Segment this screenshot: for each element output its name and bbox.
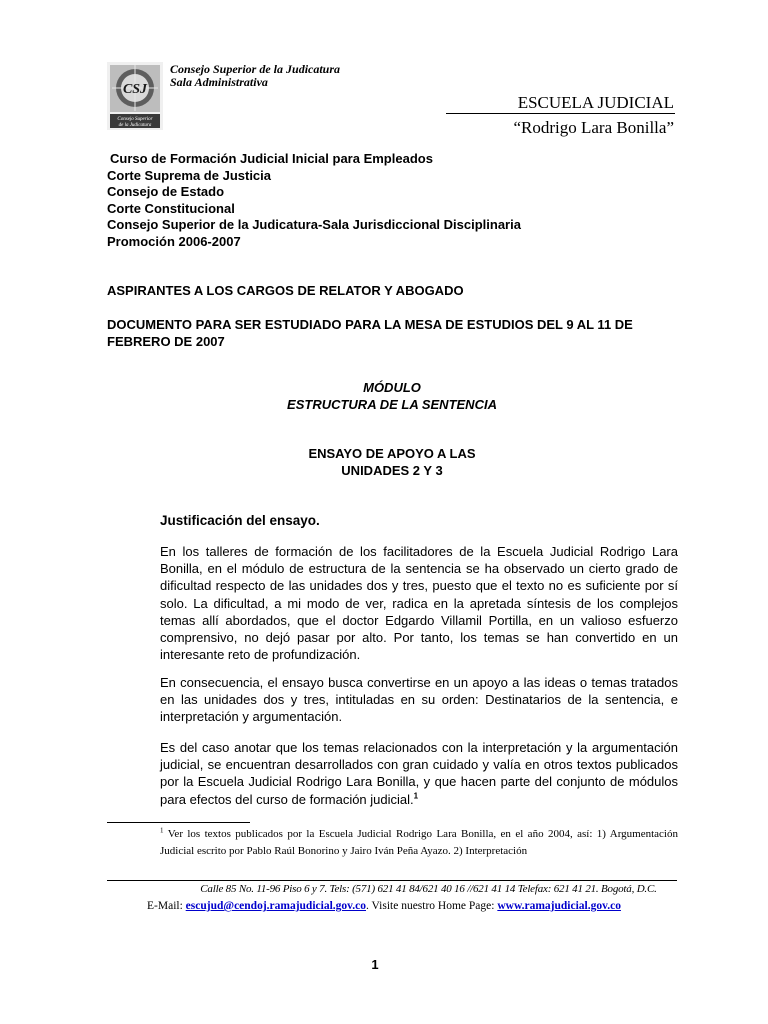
page-number: 1 [371,957,379,972]
section-heading: Justificación del ensayo. [160,513,320,528]
org-line-2: Sala Administrativa [170,75,268,89]
course-line: Curso de Formación Judicial Inicial para Empleados [110,151,433,166]
csj-logo-graphic [107,62,163,130]
module-line-2: ESTRUCTURA DE LA SENTENCIA [287,396,497,412]
document-heading: DOCUMENTO PARA SER ESTUDIADO PARA LA MESA DE ESTUDIOS DEL 9 AL 11 DE FEBRERO DE 2007 [107,317,633,349]
email-label: E-Mail: [147,900,186,912]
footer-address: Calle 85 No. 11-96 Piso 6 y 7. Tels: (571) 621 41 84/621 40 16 //621 41 14 Telefax: 621 41 21. Bogotá, D.C. [200,883,657,895]
body-paragraph [160,739,678,808]
body-paragraph: En consecuencia, el ensayo busca convertirse en un apoyo a las ideas o temas tratados en las unidades dos y tres, intituladas en su orden: Destinatarios de la sentencia, e interpretación y argumentación. [160,675,678,725]
organization-name [170,63,340,89]
logo-caption-2: de la Judicatura [118,123,152,128]
website-link[interactable]: www.ramajudicial.gov.co [497,900,621,912]
email-link[interactable]: escujud@cendoj.ramajudicial.gov.co [185,900,366,912]
footnote-text: Ver los textos publicados por la Escuela Judicial Rodrigo Lara Bonilla, en el año 2004, así: 1) Argumentación Judicial escrito por Pablo Raúl Bonorino y Jairo Iván Peña Ayazo. 2) Interpretación [160,828,678,857]
csj-logo [107,62,163,130]
module-line-1: MÓDULO [363,380,421,395]
org-line-1: Consejo Superior de la Judicatura [170,62,341,76]
header-divider [446,113,675,114]
course-line: Corte Constitucional [107,200,235,216]
home-page-label: . Visite nuestro Home Page: [366,900,498,912]
paragraph-text: Es del caso anotar que los temas relacionados con la interpretación y la argumentación judicial, se encuentran desarrollados con gran cuidado y valía en otros textos publicados por la Escuela Judicial Rodrigo Lara Bonilla, y que hacen parte del conjunto de módulos para efectos del curso de formación judicial. [160,740,678,807]
essay-title [107,446,677,479]
logo-caption-1: Consejo Superior [117,117,153,122]
course-block [107,151,521,250]
footnote-number: 1 [160,826,164,835]
footnote-divider [107,822,250,823]
logo-initials: CSJ [122,82,148,97]
footer-divider [107,880,677,881]
essay-line-1: ENSAYO DE APOYO A LAS [308,446,476,461]
course-line: Consejo Superior de la Judicatura-Sala Jurisdiccional Disciplinaria [107,217,521,232]
course-line: Corte Suprema de Justicia [107,167,271,183]
module-title [107,380,677,413]
essay-line-2: UNIDADES 2 Y 3 [341,462,443,478]
course-line: Consejo de Estado [107,184,225,199]
footnote [160,826,678,860]
school-name: ESCUELA JUDICIAL [517,93,674,112]
body-paragraph: En los talleres de formación de los facilitadores de la Escuela Judicial Rodrigo Lara Bonilla, en el módulo de estructura de la sentencia se ha observado un cierto grado de dificultad respecto de las unidades dos y tres, puesto que el texto no es suficiente por sí solo. La dificultad, a mi modo de ver, radica en la apretada síntesis de los complejos temas allí abordados, que el doctor Edgardo Villamil Portilla, en un valioso esfuerzo comprensivo, no dejó pasar por alto. Por tanto, los temas se han convertido en un interesante reto de profundización. [160,544,678,663]
footnote-reference: 1 [413,791,419,801]
footer-contact [0,900,768,912]
aspirants-heading: ASPIRANTES A LOS CARGOS DE RELATOR Y ABOGADO [107,283,464,298]
course-line: Promoción 2006-2007 [107,233,241,249]
school-subtitle: “Rodrigo Lara Bonilla” [513,118,674,137]
